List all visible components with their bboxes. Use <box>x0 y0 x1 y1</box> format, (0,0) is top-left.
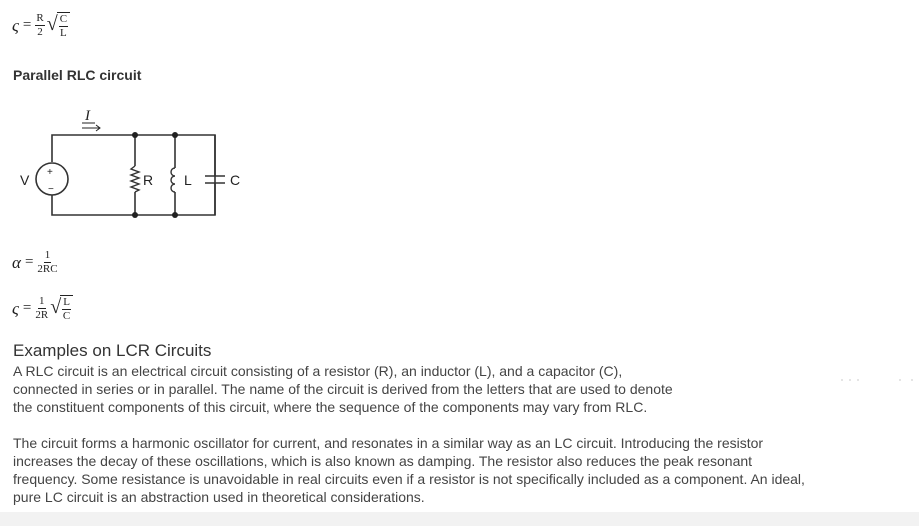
damping-factor-formula-parallel <box>12 295 73 322</box>
damping-factor-formula-series <box>12 12 70 39</box>
source-minus-sign: − <box>48 184 54 195</box>
examples-title: Examples on LCR Circuits <box>13 341 212 360</box>
junction-dots <box>132 132 178 218</box>
square-root <box>47 12 70 39</box>
zeta-symbol: ς <box>12 15 19 35</box>
parallel-rlc-circuit-diagram <box>0 100 260 230</box>
inductor-label: L <box>184 172 192 188</box>
radical-sign: √ <box>46 13 58 35</box>
alpha-formula <box>12 250 58 275</box>
inductor-icon <box>171 168 175 192</box>
equals-sign: = <box>22 17 32 33</box>
fraction-l-over-c <box>62 297 71 322</box>
denominator: C <box>62 310 71 322</box>
denominator: 2R <box>35 309 49 321</box>
source-plus-sign: + <box>47 167 53 178</box>
paragraph-line: The circuit forms a harmonic oscillator for current, and resonates in a similar way as an LC circuit. Introducing the resistor <box>13 435 764 451</box>
paragraph-line: pure LC circuit is an abstraction used in theoretical considerations. <box>13 489 425 505</box>
equals-sign: = <box>22 300 32 316</box>
current-arrow <box>82 125 100 131</box>
square-root <box>50 295 73 322</box>
current-label: I <box>85 108 90 124</box>
capacitor-label: C <box>230 172 241 188</box>
section-heading: Parallel RLC circuit <box>13 67 142 83</box>
page-bottom-band <box>0 512 919 526</box>
paragraph-line: increases the decay of these oscillations, which is also known as damping. The resistor also reduces the peak resonant <box>13 453 753 469</box>
denominator: L <box>60 27 67 39</box>
fraction-1-over-2r <box>35 296 48 321</box>
radical-sign: √ <box>50 296 62 318</box>
numerator: 1 <box>44 249 51 261</box>
numerator: R <box>36 12 44 24</box>
resistor-icon <box>131 166 139 192</box>
fraction-c-over-l <box>59 14 68 39</box>
numerator: C <box>59 13 68 25</box>
alpha-symbol: α <box>12 252 21 272</box>
zeta-symbol: ς <box>12 298 19 318</box>
fraction-r-over-2 <box>35 13 44 38</box>
denominator: 2RC <box>37 263 58 275</box>
paragraph-line: A RLC circuit is an electrical circuit consisting of a resistor (R), an inductor (L), and a capacitor (C), <box>13 363 623 379</box>
denominator: 2 <box>37 26 43 38</box>
fraction-1-over-2rc <box>37 250 57 275</box>
paragraph-line: the constituent components of this circuit, where the sequence of the components may vary from RLC. <box>13 399 648 415</box>
faint-dots-decoration <box>840 378 919 382</box>
intro-paragraph <box>13 362 913 416</box>
paragraph-line: frequency. Some resistance is unavoidable in real circuits even if a resistor is not specifically included as a component. An ideal, <box>13 471 805 487</box>
resistor-label: R <box>143 172 154 188</box>
paragraph-line: connected in series or in parallel. The name of the circuit is derived from the letters that are used to denote <box>13 381 673 397</box>
source-label: V <box>20 172 30 188</box>
numerator: 1 <box>39 295 45 307</box>
oscillator-paragraph <box>13 434 913 506</box>
equals-sign: = <box>24 254 34 270</box>
numerator: L <box>63 296 70 308</box>
